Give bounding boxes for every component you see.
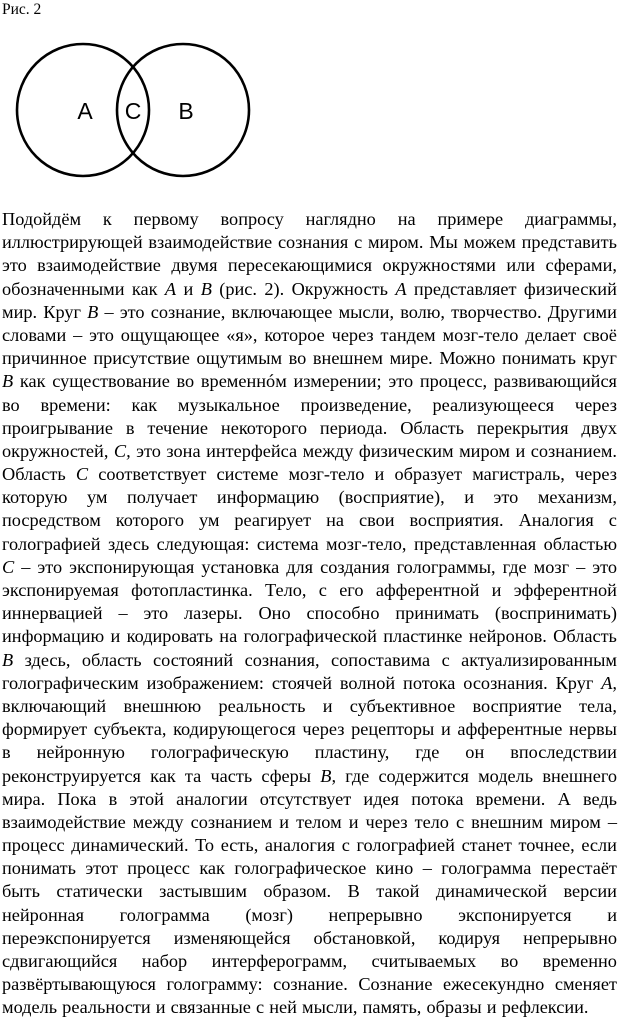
text-line: переэкспонируется изменяющейся обстановкой, кодируя непрерывно [2, 927, 617, 948]
label-c: C [124, 98, 142, 124]
text-line: информацию и кодировать на голографической пластинке нейронов. Область [2, 626, 617, 647]
text-line: B как существование во временнóм измерении; это процесс, развивающийся [2, 371, 617, 392]
text-line: включающий внешнюю реальность и субъективное восприятие тела, [2, 695, 617, 716]
text-line: обозначенными как A и B (рис. 2). Окружность A представляет физический [2, 278, 617, 299]
text-line: иннервацией – это лазеры. Оно способно принимать (воспринимать) [2, 603, 617, 624]
text-line: нейронная голограмма (мозг) непрерывно экспонируется и [2, 904, 617, 925]
text-line: посредством которого ум реагирует на свои восприятия. Аналогия с [2, 510, 617, 531]
text-line: причинное присутствие ощутимым во внешнем мире. Можно понимать круг [2, 348, 617, 369]
text-line: во времени: как музыкальное произведение, реализующееся через [2, 394, 617, 415]
text-line: иллюстрирующей взаимодействие сознания с миром. Мы можем представить [2, 232, 617, 253]
text-line: развёртывающуюся голограмму: сознание. Сознание ежесекундно сменяет [2, 974, 617, 995]
venn-diagram [0, 0, 620, 200]
text-line: сдвигающийся набор интерферограмм, считываемых во временно [2, 951, 617, 971]
label-b: B [178, 98, 194, 124]
text-line: голографией здесь следующая: система мозг-тело, представленная областью [2, 533, 617, 554]
text-line: в нейронную голографическую пластину, где он впоследствии [2, 742, 617, 763]
text-line: словами – это ощущающее «я», которое через тандем мозг-тело делает своё [2, 324, 617, 345]
text-line: модель реальности и связанные с ней мысли, память, образы и рефлексии. [2, 997, 589, 1018]
text-line: Область C соответствует системе мозг-тело и образует магистраль, через [2, 464, 617, 485]
text-line: проигрывание в течение некоторого периода. Область перекрытия двух [2, 417, 617, 438]
label-a: A [77, 98, 93, 124]
text-line: мира. Пока в этой аналогии отсутствует идея потока времени. А ведь [2, 788, 617, 809]
text-line: взаимодействие между сознанием и телом и через тело с внешним миром – [2, 811, 617, 832]
text-line: экспонируемая фотопластинка. Тело, с его афферентной и эфферентной [2, 580, 617, 600]
text-line: формирует субъекта, кодирующегося через рецепторы и афферентные нервы [2, 719, 617, 740]
text-line: B здесь, область состояний сознания, сопоставима с актуализированным [2, 649, 617, 670]
figure-caption: Рис. 2 [2, 1, 42, 18]
text-line: мир. Круг B – это сознание, включающее мысли, волю, творчество. Другими [2, 301, 617, 322]
text-line: окружностей, C, это зона интерфейса между физическим миром и сознанием. [2, 440, 617, 461]
text-line: C – это экспонирующая установка для создания голограммы, где мозг – это [2, 556, 617, 577]
text-line: это взаимодействие двумя пересекающимися окружностями или сферами, [2, 255, 617, 276]
text-line: реконструируется как та часть сферы B, где содержится модель внешнего [2, 765, 617, 786]
text-line: процесс динамический. То есть, аналогия с голографией станет точнее, если [2, 835, 617, 856]
body-paragraph [2, 208, 617, 1020]
text-line: быть статически застывшим образом. В такой динамической версии [2, 881, 617, 902]
text-line: Подойдём к первому вопросу наглядно на примере диаграммы, [2, 209, 617, 229]
text-line: которую ум получает информацию (восприятие), и это механизм, [2, 487, 617, 508]
text-line: голографическим изображением: стоячей волной потока осознания. Круг A, [2, 672, 617, 693]
text-line: понимать этот процесс как голографическое кино – голограмма перестаёт [2, 858, 617, 879]
